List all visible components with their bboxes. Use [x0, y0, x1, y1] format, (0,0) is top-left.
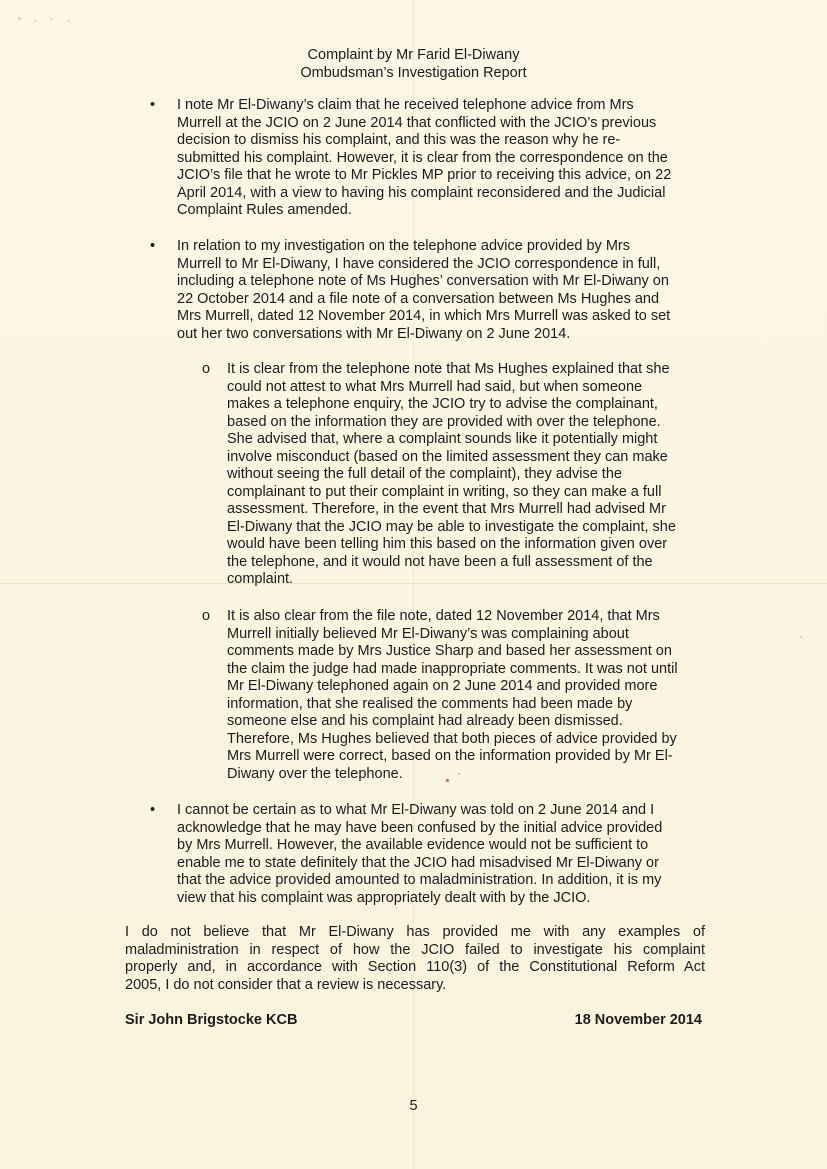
bullet-text	[177, 802, 712, 907]
text-line: complainant to put their complaint in writing, so they can make a full	[227, 483, 662, 500]
text-line: maladministration in respect of how the JCIO failed to investigate his complaint	[125, 941, 705, 958]
text-line: view that his complaint was appropriately dealt with by the JCIO.	[177, 889, 591, 906]
text-line: properly and, in accordance with Section 110(3) of the Constitutional Reform Act	[125, 959, 705, 975]
page-number: 5	[409, 1098, 418, 1114]
bullet-text	[177, 238, 712, 343]
text-line: someone else and his complaint had already been dismissed.	[227, 713, 623, 729]
conclusion-paragraph	[125, 924, 705, 994]
text-line: the claim the judge had made inappropriate comments. It was not until	[227, 660, 678, 677]
text-line: that the advice provided amounted to maladministration. In addition, it is my	[177, 872, 662, 888]
text-line: Mrs Murrell, dated 12 November 2014, in which Mrs Murrell was asked to set	[177, 308, 671, 324]
text-line: Complaint Rules amended.	[177, 202, 352, 218]
text-line: comments made by Mrs Justice Sharp and based her assessment on	[227, 643, 672, 659]
sub-bullet-marker: o	[202, 608, 211, 624]
text-line: I note Mr El-Diwany’s claim that he received telephone advice from Mrs	[177, 97, 634, 113]
text-line: information, that she realised the comments had been made by	[227, 695, 633, 712]
text-line: enable me to state definitely that the JCIO had misadvised Mr El-Diwany or	[177, 854, 659, 871]
text-line: the telephone, and it would not have been a full assessment of the	[227, 553, 653, 570]
sub-bullet-text	[227, 608, 722, 783]
text-line: Murrell at the JCIO on 2 June 2014 that conflicted with the JCIO’s previous	[177, 114, 657, 131]
text-line: She advised that, where a complaint sounds like it potentially might	[227, 431, 658, 447]
text-line: involve misconduct (based on the limited assessment they can make	[227, 448, 668, 465]
text-line: I do not believe that Mr El-Diwany has provided me with any examples of	[125, 924, 705, 940]
text-line: 2005, I do not consider that a review is necessary.	[125, 976, 447, 993]
text-line: I cannot be certain as to what Mr El-Diwany was told on 2 June 2014 and I	[177, 802, 655, 818]
bullet-text	[177, 97, 712, 220]
text-line: Murrell initially believed Mr El-Diwany’s was complaining about	[227, 625, 629, 642]
text-line: would have been telling him this based on the information given over	[227, 536, 668, 552]
text-line: submitted his complaint. However, it is clear from the correspondence on the	[177, 149, 668, 166]
text-line: It is clear from the telephone note that Ms Hughes explained that she	[227, 361, 670, 377]
scan-speck	[34, 20, 36, 22]
scan-speck	[18, 17, 21, 20]
header-title: Complaint by Mr Farid El-Diwany	[307, 47, 520, 63]
text-line: complaint.	[227, 571, 294, 587]
text-line: It is also clear from the file note, dated 12 November 2014, that Mrs	[227, 608, 660, 624]
text-line: assessment. Therefore, in the event that Mrs Murrell had advised Mr	[227, 501, 666, 517]
scan-speck	[68, 20, 70, 22]
bullet-marker: •	[150, 97, 156, 113]
signature-name: Sir John Brigstocke KCB	[125, 1012, 298, 1028]
bullet-marker: •	[150, 238, 156, 254]
text-line: April 2014, with a view to having his complaint reconsidered and the Judicial	[177, 184, 666, 201]
text-line: could not attest to what Mrs Murrell had said, but when someone	[227, 378, 643, 395]
text-line: by Mrs Murrell. However, the available evidence would not be sufficient to	[177, 837, 649, 853]
text-line: acknowledge that he may have been confused by the initial advice provided	[177, 819, 663, 836]
bullet-marker: •	[150, 802, 156, 818]
text-line: without seeing the full detail of the complaint), they advise the	[227, 466, 622, 482]
sub-bullet-text	[227, 361, 722, 589]
text-line: El-Diwany that the JCIO may be able to investigate the complaint, she	[227, 518, 676, 535]
text-line: Murrell to Mr El-Diwany, I have considered the JCIO correspondence in full,	[177, 255, 661, 272]
text-line: 22 October 2014 and a file note of a conversation between Ms Hughes and	[177, 290, 660, 307]
scan-speck	[50, 18, 52, 20]
text-line: including a telephone note of Ms Hughes’ conversation with Mr El-Diwany on	[177, 273, 669, 289]
text-line: decision to dismiss his complaint, and this was the reason why he re-	[177, 132, 621, 148]
text-line: based on the information they are provided with over the telephone.	[227, 413, 661, 430]
report-header	[0, 46, 827, 82]
sub-bullet-marker: o	[202, 361, 211, 377]
text-line: Diwany over the telephone.	[227, 765, 403, 782]
text-line: out her two conversations with Mr El-Diwany on 2 June 2014.	[177, 325, 571, 342]
text-line: JCIO’s file that he wrote to Mr Pickles MP prior to receiving this advice, on 22	[177, 167, 672, 183]
text-line: In relation to my investigation on the telephone advice provided by Mrs	[177, 238, 630, 254]
header-subtitle: Ombudsman’s Investigation Report	[300, 65, 527, 81]
text-line: Mr El-Diwany telephoned again on 2 June 2014 and provided more	[227, 678, 658, 694]
text-line: Mrs Murrell were correct, based on the information provided by Mr El-	[227, 748, 673, 764]
text-line: makes a telephone enquiry, the JCIO try to advise the complainant,	[227, 396, 658, 412]
scan-speck	[800, 636, 802, 638]
scan-speck	[446, 779, 449, 782]
signature-date: 18 November 2014	[574, 1012, 702, 1028]
text-line: Therefore, Ms Hughes believed that both pieces of advice provided by	[227, 730, 677, 747]
scan-speck	[458, 773, 460, 775]
